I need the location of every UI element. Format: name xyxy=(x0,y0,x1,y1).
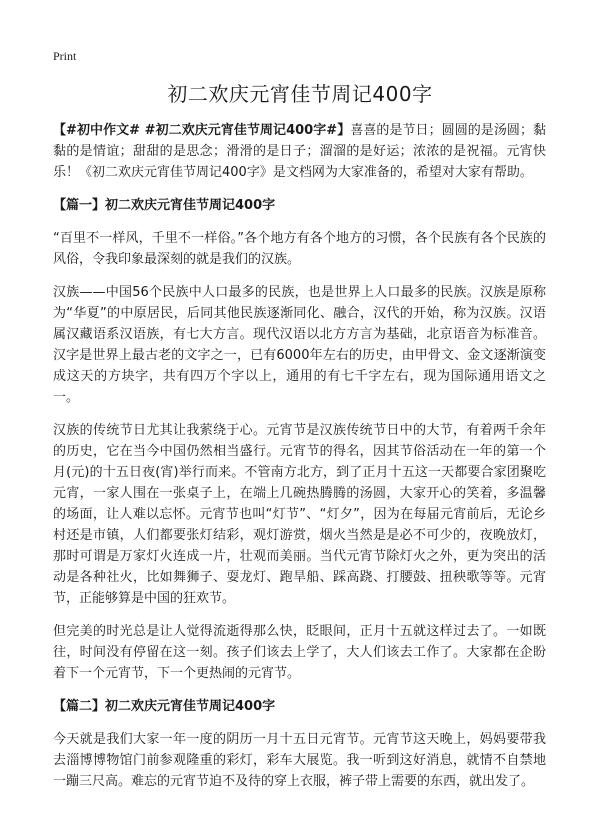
section-1-paragraph-4: 但完美的时光总是让人觉得流逝得那么快，眨眼间，正月十五就这样过去了。一如既往，时间没有停留在这一刻。孩子们该去上学了，大人们该去工作了。大家都在企盼着下一个元宵节，下一个更热闹的元宵节。 xyxy=(53,624,546,681)
article-body xyxy=(53,120,546,804)
intro-text: 喜喜的是节日；圆圆的是汤圆；黏黏的是情谊；甜甜的是思念；滑滑的是日子；溜溜的是好运；浓浓的是祝福。元宵快乐！《初二欢庆元宵佳节周记400字》是文档网为大家准备的，希望对大家有帮助。 xyxy=(53,123,546,180)
intro-paragraph xyxy=(53,120,546,183)
page-title: 初二欢庆元宵佳节周记400字 xyxy=(167,82,433,106)
section-1-paragraph-2: 汉族——中国56个民族中人口最多的民族，也是世界上人口最多的民族。汉族是原称为“华夏”的中原居民，后同其他民族逐渐同化、融合，汉代的开始，称为汉族。汉语属汉藏语系汉语族，有七大方言。现代汉语以北方方言为基础，北京语音为标准音。汉字是世界上最古老的文字之一，已有6000年左右的历史，由甲骨文、金文逐渐演变成这天的方块字，共有四万个字以上，通用的有七千字左右，现为国际通用语文之一。 xyxy=(53,285,546,405)
intro-tags: 【#初中作文# #初二欢庆元宵佳节周记400字#】 xyxy=(53,123,351,138)
section-1-paragraph-3: 汉族的传统节日尤其让我萦绕于心。元宵节是汉族传统节日中的大节，有着两千余年的历史，它在当今中国仍然相当盛行。元宵节的得名，因其节俗活动在一年的第一个月(元)的十五日夜(宵)举行而来。不管南方北方，到了正月十五这一天都要合家团聚吃元宵，一家人围在一张桌子上，在端上几碗热腾腾的汤圆，大家开心的笑着，多温馨的场面，让人难以忘怀。元宵节也叫“灯节”、“灯夕”，因为在每届元宵前后，无论乡村还是市镇，人们都要张灯结彩，观灯游赏，烟火当然是是必不可少的，夜晚放灯，那时可谓是万家灯火连成一片，壮观而美丽。当代元宵节除灯火之外，更为突出的活动是各种社火，比如舞狮子、耍龙灯、跑旱船、踩高跷、打腰鼓、扭秧歌等等。元宵节，正能够算是中国的狂欢节。 xyxy=(53,423,546,606)
section-heading-1: 【篇一】初二欢庆元宵佳节周记400字 xyxy=(53,198,276,213)
section-2-paragraph-1: 今天就是我们大家一年一度的阴历一月十五日元宵节。元宵节这天晚上，妈妈要带我去淄博博物馆门前参观隆重的彩灯，彩车大展览。我一听到这好消息，就情不自禁地一蹦三尺高。难忘的元宵节迫不及待的穿上衣服，裤子带上需要的东西，就出发了。 xyxy=(53,732,546,789)
section-1-paragraph-1: “百里不一样风，千里不一样俗。”各个地方有各个地方的习惯，各个民族有各个民族的风俗，令我印象最深刻的就是我们的汉族。 xyxy=(53,231,546,267)
print-link[interactable]: Print xyxy=(53,49,77,63)
section-heading-2: 【篇二】初二欢庆元宵佳节周记400字 xyxy=(53,699,276,714)
